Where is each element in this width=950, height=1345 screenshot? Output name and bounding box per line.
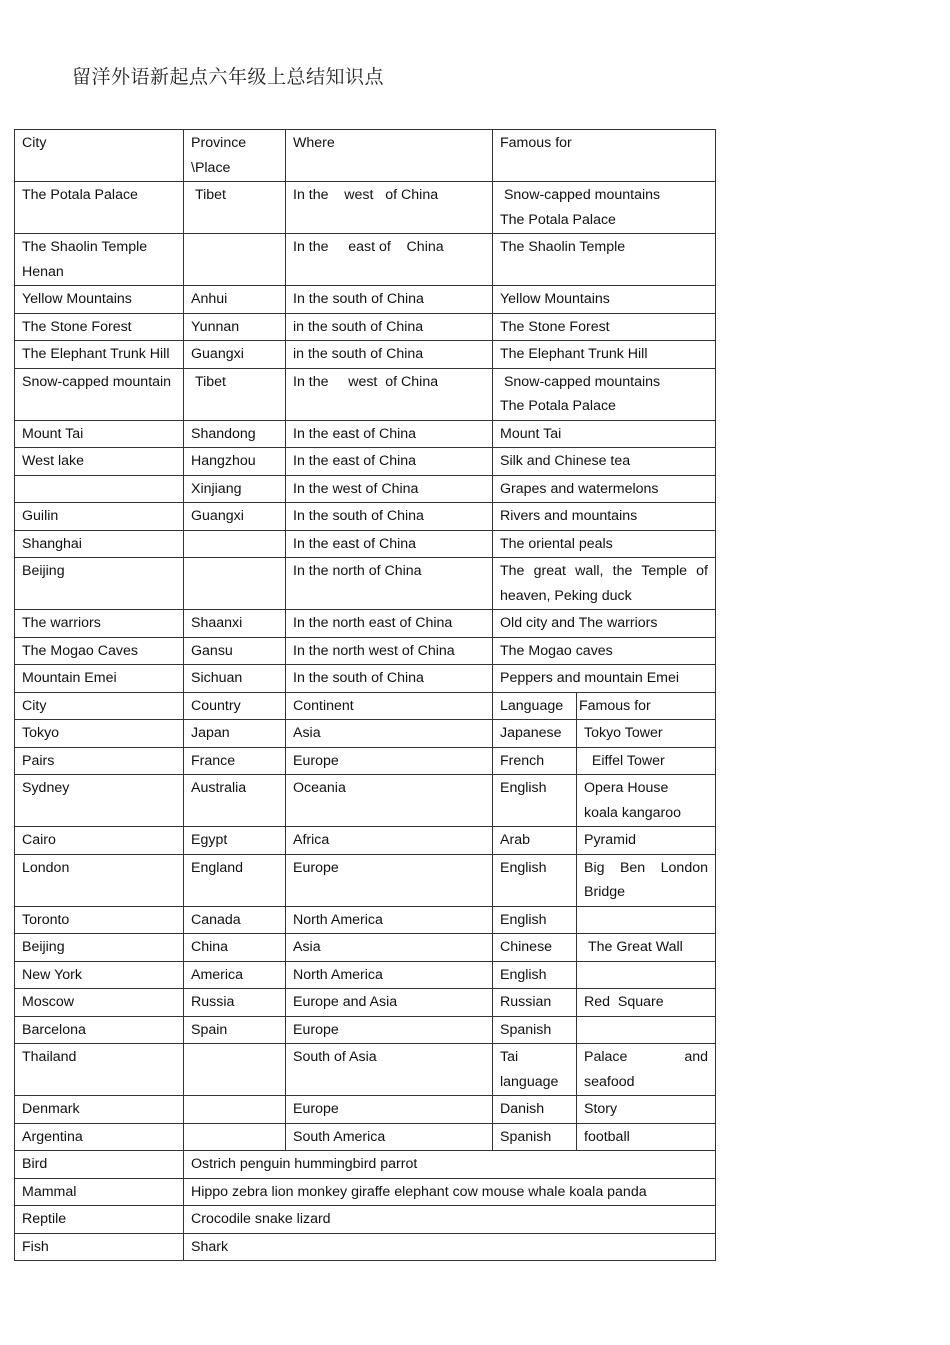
continent-cell: South of Asia: [286, 1044, 493, 1096]
famous-for-cell: Opera House koala kangaroo: [577, 775, 716, 827]
famous-for-cell: football: [577, 1123, 716, 1151]
header-province: Province \Place: [184, 130, 286, 182]
language-cell: Japanese: [493, 720, 577, 748]
animal-class-cell: Mammal: [15, 1178, 184, 1206]
table-row: [15, 827, 716, 855]
country-cell: [184, 1123, 286, 1151]
province-cell: [184, 530, 286, 558]
continent-cell: Europe: [286, 1096, 493, 1124]
where-cell: In the east of China: [286, 448, 493, 476]
table-row: [15, 1044, 716, 1096]
province-cell: Guangxi: [184, 341, 286, 369]
table-row: [15, 313, 716, 341]
language-cell: Danish: [493, 1096, 577, 1124]
famous-for-cell: [577, 1016, 716, 1044]
province-cell: Yunnan: [184, 313, 286, 341]
table-row: [15, 637, 716, 665]
table-row: [15, 747, 716, 775]
table-header-row: [15, 692, 716, 720]
city-cell: Snow-capped mountain: [15, 368, 184, 420]
city-cell: Yellow Mountains: [15, 286, 184, 314]
table-row: [15, 1016, 716, 1044]
famous-for-cell: The Great Wall: [577, 934, 716, 962]
language-cell: Tai language: [493, 1044, 577, 1096]
famous-for-cell: The Stone Forest: [493, 313, 716, 341]
continent-cell: Europe: [286, 747, 493, 775]
province-cell: Tibet: [184, 368, 286, 420]
where-cell: In the east of China: [286, 530, 493, 558]
famous-for-cell: Peppers and mountain Emei: [493, 665, 716, 693]
province-cell: [184, 558, 286, 610]
header-famous-for: Famous for: [577, 692, 716, 720]
where-cell: In the west of China: [286, 368, 493, 420]
table-row: [15, 1096, 716, 1124]
famous-for-cell: Pyramid: [577, 827, 716, 855]
famous-for-cell: The Shaolin Temple: [493, 234, 716, 286]
country-cell: England: [184, 854, 286, 906]
continent-cell: North America: [286, 961, 493, 989]
country-cell: America: [184, 961, 286, 989]
famous-for-cell: Yellow Mountains: [493, 286, 716, 314]
continent-cell: Asia: [286, 934, 493, 962]
animal-class-cell: Bird: [15, 1151, 184, 1179]
country-cell: Canada: [184, 906, 286, 934]
city-cell: Barcelona: [15, 1016, 184, 1044]
where-cell: In the north of China: [286, 558, 493, 610]
country-cell: China: [184, 934, 286, 962]
table-row: [15, 558, 716, 610]
language-cell: Spanish: [493, 1016, 577, 1044]
famous-for-cell: [577, 906, 716, 934]
city-cell: Pairs: [15, 747, 184, 775]
table-row: [15, 368, 716, 420]
city-cell: Mount Tai: [15, 420, 184, 448]
famous-for-cell: Big Ben London Bridge: [577, 854, 716, 906]
city-cell: Toronto: [15, 906, 184, 934]
table-row: [15, 775, 716, 827]
city-cell: Cairo: [15, 827, 184, 855]
continent-cell: Europe: [286, 1016, 493, 1044]
language-cell: Chinese: [493, 934, 577, 962]
table-row: [15, 1123, 716, 1151]
famous-for-cell: Old city and The warriors: [493, 610, 716, 638]
header-city: City: [15, 130, 184, 182]
table-row: [15, 1233, 716, 1261]
continent-cell: Europe: [286, 854, 493, 906]
animal-list-cell: Crocodile snake lizard: [184, 1206, 716, 1234]
language-cell: Arab: [493, 827, 577, 855]
where-cell: In the west of China: [286, 182, 493, 234]
famous-for-cell: The Elephant Trunk Hill: [493, 341, 716, 369]
city-cell: [15, 475, 184, 503]
header-language: Language: [493, 692, 577, 720]
table-row: [15, 1151, 716, 1179]
city-cell: Sydney: [15, 775, 184, 827]
province-cell: Guangxi: [184, 503, 286, 531]
table-row: [15, 1206, 716, 1234]
province-cell: Gansu: [184, 637, 286, 665]
header-famous-for: Famous for: [493, 130, 716, 182]
table-row: [15, 610, 716, 638]
table-row: [15, 934, 716, 962]
city-cell: The Stone Forest: [15, 313, 184, 341]
country-cell: Australia: [184, 775, 286, 827]
famous-for-cell: Mount Tai: [493, 420, 716, 448]
province-cell: Hangzhou: [184, 448, 286, 476]
city-cell: Beijing: [15, 934, 184, 962]
famous-for-cell: The great wall, the Temple of heaven, Peking duck: [493, 558, 716, 610]
language-cell: English: [493, 854, 577, 906]
province-cell: Shaanxi: [184, 610, 286, 638]
city-cell: Denmark: [15, 1096, 184, 1124]
country-cell: France: [184, 747, 286, 775]
famous-for-cell: Story: [577, 1096, 716, 1124]
table-row: [15, 720, 716, 748]
city-cell: Beijing: [15, 558, 184, 610]
page-title: 留洋外语新起点六年级上总结知识点: [72, 66, 385, 88]
header-where: Where: [286, 130, 493, 182]
province-cell: Tibet: [184, 182, 286, 234]
table-row: [15, 341, 716, 369]
city-cell: Argentina: [15, 1123, 184, 1151]
where-cell: In the south of China: [286, 503, 493, 531]
language-cell: Spanish: [493, 1123, 577, 1151]
continent-cell: Africa: [286, 827, 493, 855]
language-cell: English: [493, 906, 577, 934]
header-continent: Continent: [286, 692, 493, 720]
table-header-row: [15, 130, 716, 182]
table-row: [15, 530, 716, 558]
animal-class-cell: Fish: [15, 1233, 184, 1261]
country-cell: [184, 1096, 286, 1124]
animal-list-cell: Hippo zebra lion monkey giraffe elephant cow mouse whale koala panda: [184, 1178, 716, 1206]
famous-for-cell: Silk and Chinese tea: [493, 448, 716, 476]
province-cell: Shandong: [184, 420, 286, 448]
city-cell: New York: [15, 961, 184, 989]
city-cell: Moscow: [15, 989, 184, 1017]
famous-for-cell: Palace and seafood: [577, 1044, 716, 1096]
city-cell: The warriors: [15, 610, 184, 638]
animal-list-cell: Shark: [184, 1233, 716, 1261]
city-cell: Thailand: [15, 1044, 184, 1096]
header-country: Country: [184, 692, 286, 720]
province-cell: [184, 234, 286, 286]
city-cell: The Shaolin Temple Henan: [15, 234, 184, 286]
city-cell: The Mogao Caves: [15, 637, 184, 665]
table-row: [15, 503, 716, 531]
table-row: [15, 961, 716, 989]
continent-cell: South America: [286, 1123, 493, 1151]
famous-for-cell: Red Square: [577, 989, 716, 1017]
where-cell: in the south of China: [286, 341, 493, 369]
where-cell: In the south of China: [286, 665, 493, 693]
country-cell: Russia: [184, 989, 286, 1017]
where-cell: In the south of China: [286, 286, 493, 314]
city-cell: London: [15, 854, 184, 906]
famous-for-cell: Grapes and watermelons: [493, 475, 716, 503]
city-cell: West lake: [15, 448, 184, 476]
famous-for-cell: Snow-capped mountains The Potala Palace: [493, 368, 716, 420]
province-cell: Anhui: [184, 286, 286, 314]
famous-for-cell: The Mogao caves: [493, 637, 716, 665]
where-cell: In the east of China: [286, 234, 493, 286]
famous-for-cell: [577, 961, 716, 989]
where-cell: In the north east of China: [286, 610, 493, 638]
table-row: [15, 1178, 716, 1206]
continent-cell: Asia: [286, 720, 493, 748]
table-row: [15, 854, 716, 906]
table-row: [15, 182, 716, 234]
animal-list-cell: Ostrich penguin hummingbird parrot: [184, 1151, 716, 1179]
animal-class-cell: Reptile: [15, 1206, 184, 1234]
where-cell: In the west of China: [286, 475, 493, 503]
city-cell: Tokyo: [15, 720, 184, 748]
language-cell: English: [493, 775, 577, 827]
table-row: [15, 234, 716, 286]
continent-cell: Europe and Asia: [286, 989, 493, 1017]
country-cell: Spain: [184, 1016, 286, 1044]
continent-cell: Oceania: [286, 775, 493, 827]
famous-for-cell: Eiffel Tower: [577, 747, 716, 775]
country-cell: Egypt: [184, 827, 286, 855]
famous-for-cell: Snow-capped mountains The Potala Palace: [493, 182, 716, 234]
country-cell: Japan: [184, 720, 286, 748]
table-row: [15, 989, 716, 1017]
continent-cell: North America: [286, 906, 493, 934]
province-cell: Sichuan: [184, 665, 286, 693]
famous-for-cell: Rivers and mountains: [493, 503, 716, 531]
table-row: [15, 475, 716, 503]
table-row: [15, 906, 716, 934]
city-cell: The Potala Palace: [15, 182, 184, 234]
country-cell: [184, 1044, 286, 1096]
header-city: City: [15, 692, 184, 720]
table-row: [15, 448, 716, 476]
city-cell: The Elephant Trunk Hill: [15, 341, 184, 369]
where-cell: in the south of China: [286, 313, 493, 341]
famous-for-cell: The oriental peals: [493, 530, 716, 558]
where-cell: In the east of China: [286, 420, 493, 448]
language-cell: English: [493, 961, 577, 989]
language-cell: Russian: [493, 989, 577, 1017]
city-cell: Guilin: [15, 503, 184, 531]
table-row: [15, 286, 716, 314]
knowledge-table: [14, 129, 716, 1261]
table-row: [15, 420, 716, 448]
city-cell: Shanghai: [15, 530, 184, 558]
famous-for-cell: Tokyo Tower: [577, 720, 716, 748]
where-cell: In the north west of China: [286, 637, 493, 665]
city-cell: Mountain Emei: [15, 665, 184, 693]
province-cell: Xinjiang: [184, 475, 286, 503]
language-cell: French: [493, 747, 577, 775]
table-row: [15, 665, 716, 693]
